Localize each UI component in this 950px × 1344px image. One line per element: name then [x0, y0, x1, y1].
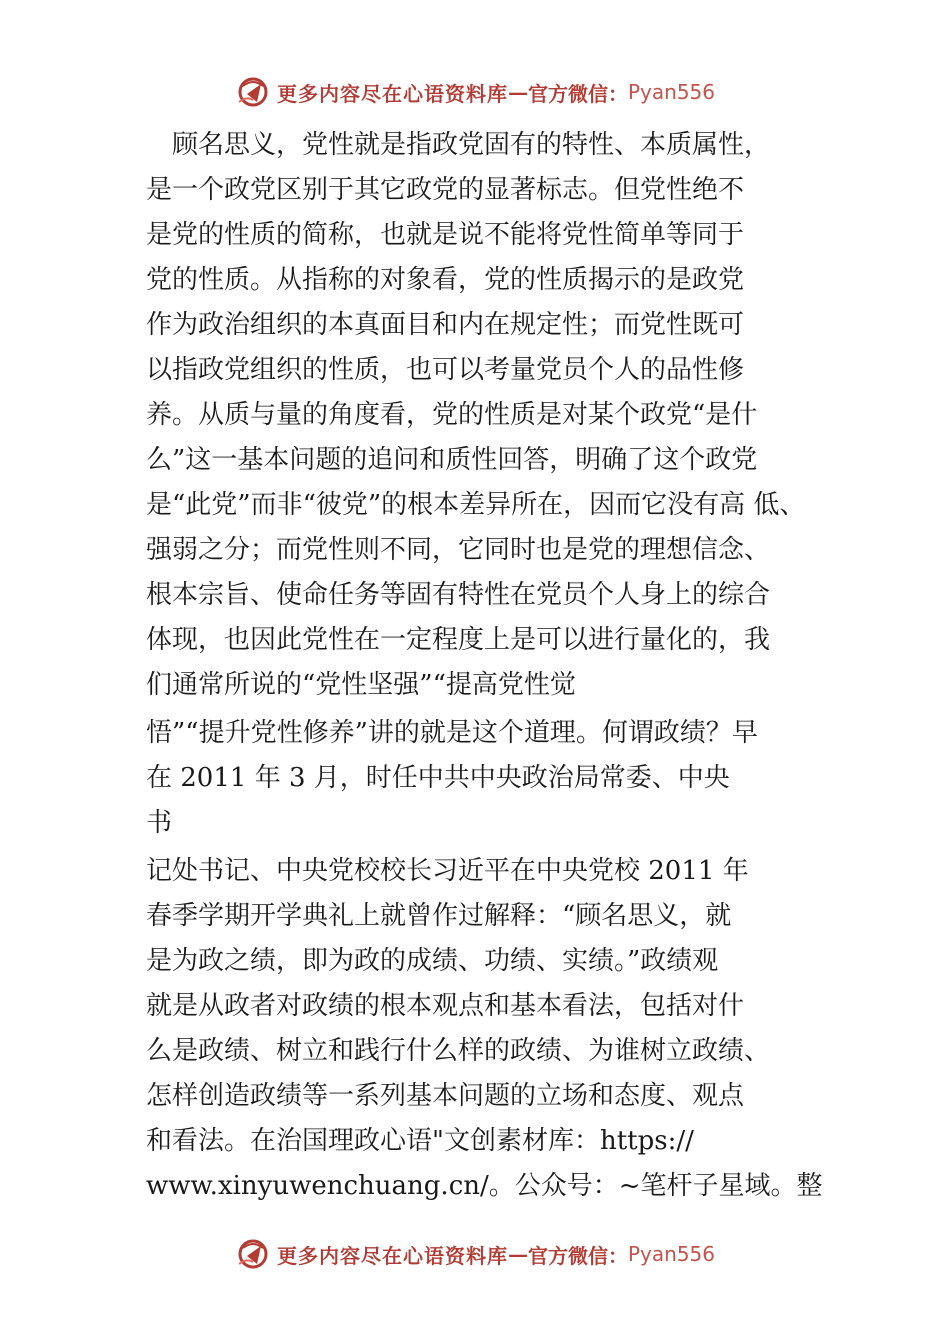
paragraph-line: 强弱之分；而党性则不同，它同时也是党的理想信念、: [146, 535, 771, 565]
watermark-separator: —: [507, 1242, 528, 1266]
paragraph-line: 么是政绩、树立和践行什么样的政绩、为谁树立政绩、: [146, 1036, 771, 1066]
paragraph-line: 是为政之绩，即为政的成绩、功绩、实绩。”政绩观: [146, 946, 719, 976]
header-watermark: [0, 72, 950, 112]
paragraph-line: www.xinyuwenchuang.cn/。公众号：~笔杆子星域。整: [146, 1171, 823, 1201]
footer-watermark: [0, 1234, 950, 1274]
watermark-wechat-label: 官方微信：: [527, 81, 628, 106]
paragraph-line: 根本宗旨、使命任务等固有特性在党员个人身上的综合: [146, 580, 771, 610]
watermark-wechat-id: Pyan556: [627, 80, 715, 104]
watermark-text: 更多内容尽在心语资料库: [276, 81, 508, 106]
paragraph-line: 春季学期开学典礼上就曾作过解释：“顾名思义，就: [146, 901, 732, 931]
paragraph-line: 记处书记、中央党校校长习近平在中央党校 2011 年: [146, 856, 749, 886]
paragraph-line: 体现，也因此党性在一定程度上是可以进行量化的，我: [146, 625, 771, 655]
brand-logo-icon: [235, 74, 271, 110]
paragraph-line: 以指政党组织的性质，也可以考量党员个人的品性修: [146, 355, 745, 385]
paragraph-line: 么”这一基本问题的追问和质性回答，明确了这个政党: [146, 445, 758, 475]
paragraph-line: 就是从政者对政绩的根本观点和基本看法，包括对什: [146, 991, 745, 1021]
watermark-wechat-id: Pyan556: [627, 1242, 715, 1266]
paragraph-line: 养。从质与量的角度看，党的性质是对某个政党“是什: [146, 400, 758, 430]
paragraph-line: 怎样创造政绩等一系列基本问题的立场和态度、观点: [146, 1081, 745, 1111]
paragraph-line: 们通常所说的“党性坚强”“提高党性觉: [146, 670, 576, 700]
paragraph-line: 悟”“提升党性修养”讲的就是这个道理。何谓政绩？早: [146, 718, 758, 748]
paragraph-line: 顾名思义，党性就是指政党固有的特性、本质属性，: [146, 130, 771, 160]
paragraph-line: 作为政治组织的本真面目和内在规定性；而党性既可: [146, 310, 745, 340]
brand-logo-icon: [235, 1236, 271, 1272]
paragraph-line: 是一个政党区别于其它政党的显著标志。但党性绝不: [146, 175, 745, 205]
paragraph-line: 和看法。在治国理政心语"文创素材库：https://: [146, 1126, 694, 1156]
paragraph-line: 党的性质。从指称的对象看，党的性质揭示的是政党: [146, 265, 745, 295]
watermark-separator: —: [507, 80, 528, 104]
paragraph-line: 是党的性质的简称，也就是说不能将党性简单等同于: [146, 220, 745, 250]
paragraph-line: 在 2011 年 3 月，时任中共中央政治局常委、中央: [146, 763, 730, 793]
paragraph-line: 书: [146, 808, 173, 838]
watermark-text: 更多内容尽在心语资料库: [276, 1243, 508, 1268]
watermark-wechat-label: 官方微信：: [527, 1243, 628, 1268]
paragraph-line: 是“此党”而非“彼党”的根本差异所在，因而它没有高 低、: [146, 490, 806, 520]
